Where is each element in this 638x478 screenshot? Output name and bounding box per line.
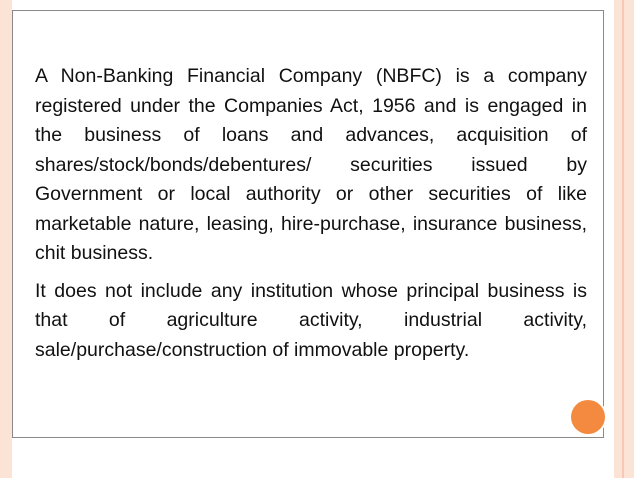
left-decorative-stripe (0, 0, 12, 478)
slide-body (35, 62, 587, 373)
right-decorative-stripe (614, 0, 634, 478)
nbfc-definition-paragraph: A Non-Banking Financial Company (NBFC) is a company registered under the Companies Act, 1956 and is engaged in the business of loans and advances, acquisition of shares/stock/bonds/debentures/ securities issued by Government or local authority or other securities of like marketable nature, leasing, hire-purchase, insurance business, chit business. (35, 65, 587, 264)
orange-circle-decoration (571, 400, 605, 434)
nbfc-exclusion-paragraph: It does not include any institution whose principal business is that of agriculture activity, industrial activity, sale/purchase/construction of immovable property. (35, 279, 587, 361)
right-decorative-line (622, 0, 624, 478)
